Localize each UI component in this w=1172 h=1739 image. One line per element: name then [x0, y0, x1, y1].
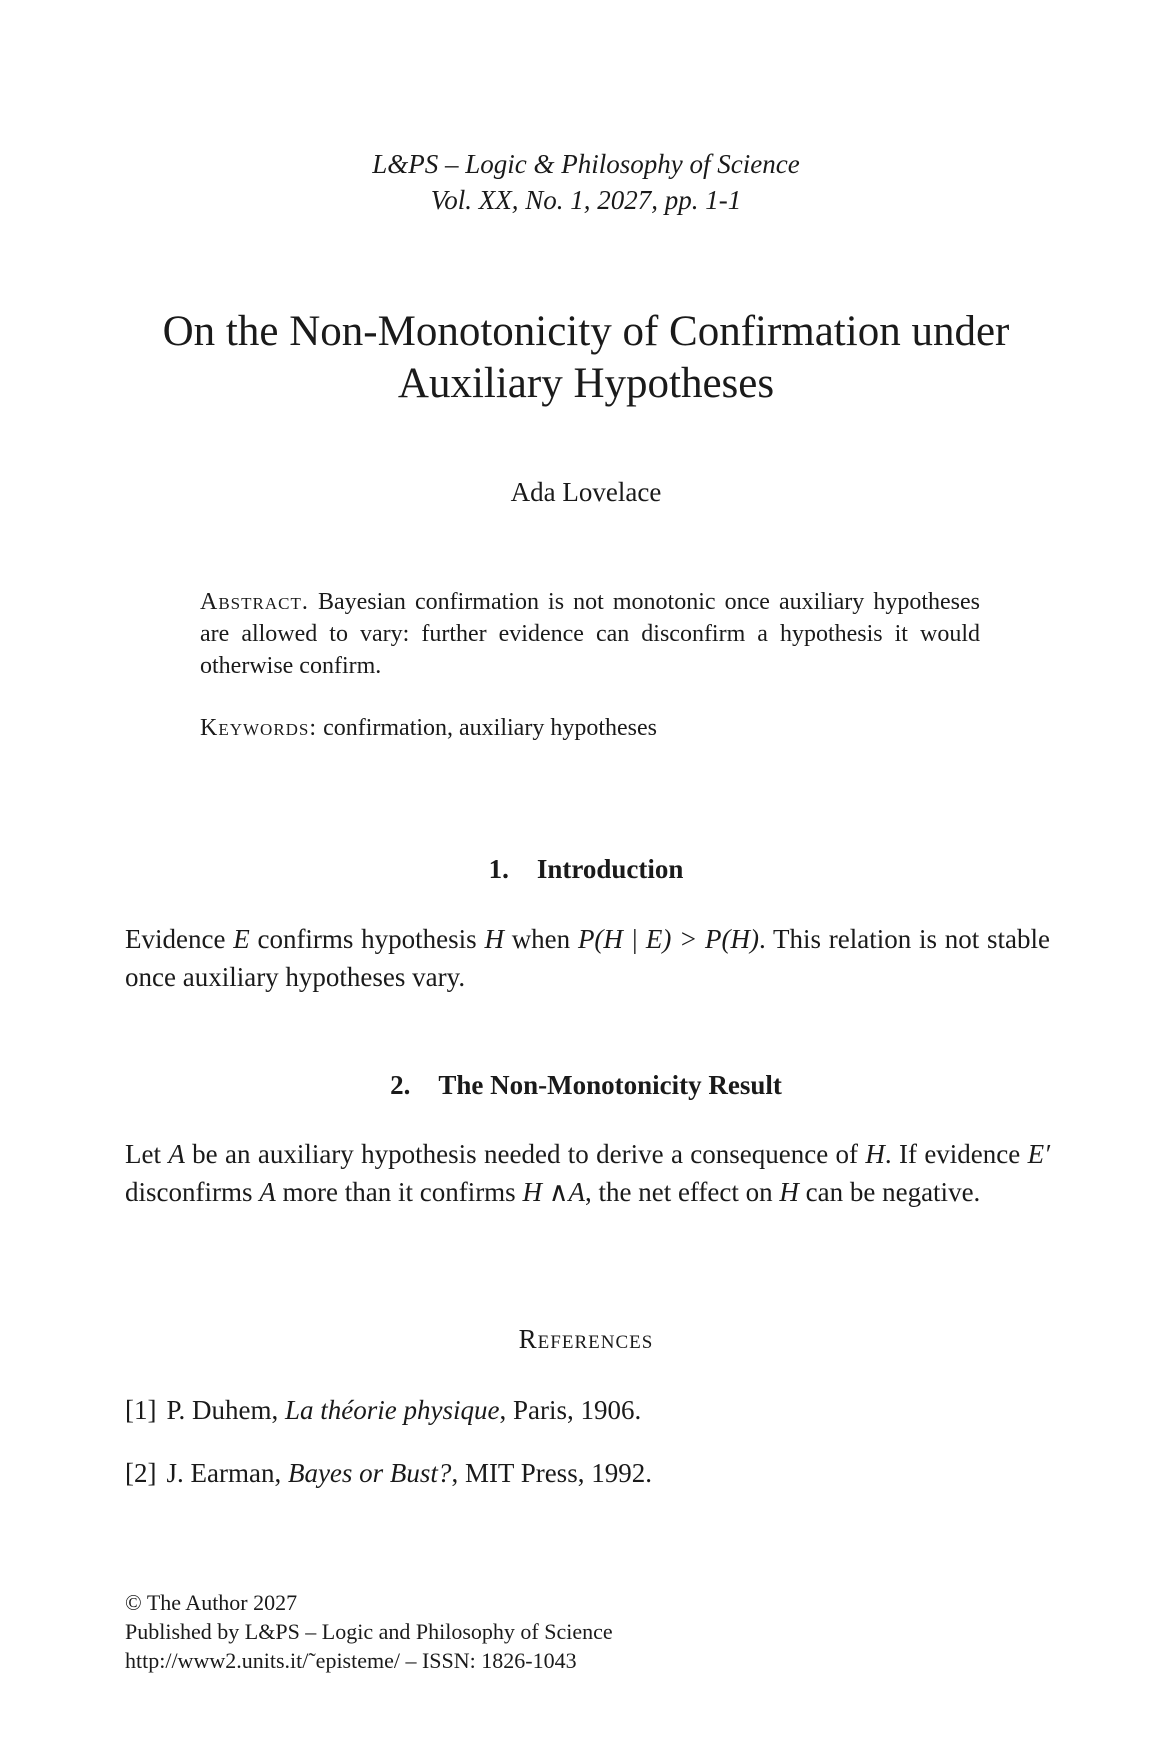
math-A: A — [168, 1139, 185, 1169]
paper-title-line-2: Auxiliary Hypotheses — [397, 360, 775, 407]
math-H: H — [484, 924, 504, 954]
math-A: A — [259, 1177, 276, 1207]
section-title: Introduction — [536, 854, 684, 884]
keywords-text: confirmation, auxiliary hypotheses — [323, 715, 657, 741]
abstract — [200, 586, 980, 682]
section-heading-introduction — [0, 852, 1172, 886]
reference-label: [1] — [125, 1395, 157, 1425]
math-E: E — [233, 924, 250, 954]
reference-work: Bayes or Bust? — [287, 1458, 452, 1488]
math-formula: P(H | E) > P(H) — [577, 924, 760, 954]
reference-label: [2] — [125, 1458, 157, 1488]
journal-name: L&PS – Logic & Philosophy of Science — [372, 149, 800, 179]
footer-url: http://www2.units.it/˜episteme/ – ISSN: 1826-1043 — [125, 1648, 577, 1673]
paper-title-line-1: On the Non-Monotonicity of Confirmation under — [162, 308, 1010, 355]
math-H-and-A: H ∧A — [522, 1177, 585, 1207]
math-H: H — [779, 1177, 799, 1207]
author-name: Ada Lovelace — [510, 477, 662, 507]
introduction-paragraph: Evidence E confirms hypothesis H when P(H | E) > P(H). This relation is not stable once auxiliary hypotheses vary. — [125, 924, 1051, 992]
reference-item: [2] J. Earman, Bayes or Bust?, MIT Press, 1992. — [125, 1458, 652, 1488]
keywords-label: Keywords: — [200, 715, 318, 741]
abstract-text: Bayesian confirmation is not monotonic once auxiliary hypotheses are allowed to vary: further evidence can disconfirm a hypothesis it would otherwise confirm. — [200, 589, 980, 679]
reference-work: La théorie physique — [285, 1395, 500, 1425]
section-heading-result — [0, 1068, 1172, 1102]
section-title: The Non-Monotonicity Result — [438, 1070, 782, 1100]
math-H: H — [865, 1139, 885, 1169]
reference-item: [1] P. Duhem, La théorie physique, Paris, 1906. — [125, 1395, 642, 1425]
journal-volume: Vol. XX, No. 1, 2027, pp. 1-1 — [430, 185, 742, 215]
footer — [125, 1588, 925, 1675]
section-number: 2. — [390, 1070, 411, 1100]
section-number: 1. — [488, 854, 509, 884]
keywords — [200, 712, 980, 744]
abstract-label: Abstract. — [200, 589, 309, 615]
references-heading: References — [518, 1324, 654, 1354]
result-paragraph: Let A be an auxiliary hypothesis needed to derive a consequence of H. If evidence E′ disconfirms A more than it confirms H ∧A, the net effect on H can be negative. — [125, 1139, 1051, 1207]
footer-publisher: Published by L&PS – Logic and Philosophy of Science — [125, 1619, 613, 1644]
paper-title — [0, 306, 1172, 410]
footer-copyright: © The Author 2027 — [125, 1590, 298, 1615]
math-E-prime: E′ — [1027, 1139, 1051, 1169]
